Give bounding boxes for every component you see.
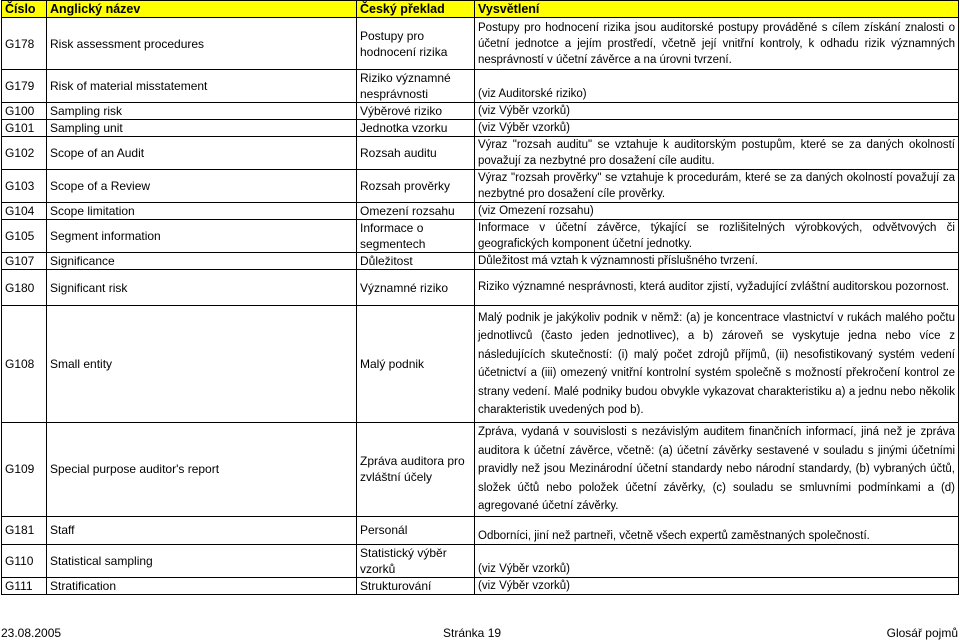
table-row xyxy=(2,220,959,253)
term-english: Statistical sampling xyxy=(47,544,357,577)
term-english: Risk of material misstatement xyxy=(47,70,357,103)
term-czech: Jednotka vzorku xyxy=(357,120,475,137)
term-explanation: Důležitost má vztah k významnosti příslušného tvrzení. xyxy=(475,253,959,270)
table-row xyxy=(2,203,959,220)
term-english: Significant risk xyxy=(47,270,357,306)
term-number: G103 xyxy=(2,170,47,203)
table-row xyxy=(2,423,959,517)
term-czech: Výběrové riziko xyxy=(357,103,475,120)
term-explanation: (viz Omezení rozsahu) xyxy=(475,203,959,220)
term-english: Staff xyxy=(47,516,357,544)
term-explanation: Riziko významné nesprávnosti, která auditor zjistí, vyžadující zvláštní auditorskou pozornost. xyxy=(475,270,959,306)
table-row xyxy=(2,103,959,120)
term-czech: Malý podnik xyxy=(357,306,475,423)
term-czech: Rozsah auditu xyxy=(357,137,475,170)
term-explanation: Výraz "rozsah prověrky" se vztahuje k procedurám, které se za daných okolností považují za nezbytné pro dosažení cíle prověrky. xyxy=(475,170,959,203)
table-row xyxy=(2,70,959,103)
term-number: G179 xyxy=(2,70,47,103)
table-row xyxy=(2,137,959,170)
term-czech: Důležitost xyxy=(357,253,475,270)
term-number: G104 xyxy=(2,203,47,220)
table-row xyxy=(2,516,959,544)
term-explanation: Odborníci, jiní než partneři, včetně všech expertů zaměstnaných společností. xyxy=(475,516,959,544)
glossary-table xyxy=(1,0,959,595)
term-czech: Omezení rozsahu xyxy=(357,203,475,220)
term-number: G105 xyxy=(2,220,47,253)
header-explanation: Vysvětlení xyxy=(475,1,959,18)
term-number: G111 xyxy=(2,577,47,594)
footer-page-number: Stránka 19 xyxy=(443,626,502,640)
term-number: G110 xyxy=(2,544,47,577)
term-explanation: Výraz "rozsah auditu" se vztahuje k auditorským postupům, které se za daných okolností považují za nezbytné pro dosažení cíle auditu. xyxy=(475,137,959,170)
term-explanation: Informace v účetní závěrce, týkající se rozlišitelných výrobkových, odvětvových či geografických komponent účetní jednotky. xyxy=(475,220,959,253)
term-czech: Personál xyxy=(357,516,475,544)
table-header-row xyxy=(2,1,959,18)
term-number: G181 xyxy=(2,516,47,544)
table-row xyxy=(2,577,959,594)
term-number: G100 xyxy=(2,103,47,120)
header-czech: Český překlad xyxy=(357,1,475,18)
term-english: Stratification xyxy=(47,577,357,594)
term-explanation: (viz Výběr vzorků) xyxy=(475,120,959,137)
table-row xyxy=(2,253,959,270)
term-english: Scope of a Review xyxy=(47,170,357,203)
term-english: Sampling unit xyxy=(47,120,357,137)
term-explanation: Zpráva, vydaná v souvislosti s nezávislým auditem finančních informací, jiná než je zpráva auditora k účetní závěrce, včetně: (a) účetní závěrky sestavené v souladu s jinými účetními pravidly než jsou Mezinárodní účetní standardy nebo národní standardy, (b) vybraných účtů, složek účtů nebo položek účetní závěrky, (c) souladu se smluvními podmínkami a (d) agregované účetní závěrky. xyxy=(475,423,959,517)
term-czech: Informace o segmentech xyxy=(357,220,475,253)
term-number: G101 xyxy=(2,120,47,137)
term-english: Sampling risk xyxy=(47,103,357,120)
term-number: G178 xyxy=(2,18,47,70)
table-row xyxy=(2,544,959,577)
term-czech: Postupy pro hodnocení rizika xyxy=(357,18,475,70)
term-english: Scope of an Audit xyxy=(47,137,357,170)
term-czech: Zpráva auditora pro zvláštní účely xyxy=(357,423,475,517)
term-number: G107 xyxy=(2,253,47,270)
term-explanation: Malý podnik je jakýkoliv podnik v němž: (a) je koncentrace vlastnictví v rukách malého počtu jednotlivců (často jeden jednotlivec), a b) zároveň se vyskytuje jedna nebo více z následujících skutečností: (i) malý počet zdrojů příjmů, (ii) nesofistikovaný systém vedení účetnictví a (iii) omezený vnitřní kontrolní systém společně s možností překročení kontrol ze strany vedení. Malé podniky budou obvykle vykazovat charakteristiku a) a jednu nebo několik charakteristik uvedených pod b). xyxy=(475,306,959,423)
term-english: Segment information xyxy=(47,220,357,253)
footer-date: 23.08.2005 xyxy=(1,626,62,640)
term-explanation: (viz Výběr vzorků) xyxy=(475,544,959,577)
term-english: Small entity xyxy=(47,306,357,423)
term-explanation: (viz Výběr vzorků) xyxy=(475,103,959,120)
table-row xyxy=(2,270,959,306)
term-number: G180 xyxy=(2,270,47,306)
term-czech: Riziko významné nesprávnosti xyxy=(357,70,475,103)
term-number: G102 xyxy=(2,137,47,170)
term-english: Significance xyxy=(47,253,357,270)
header-number: Číslo xyxy=(2,1,47,18)
term-explanation: (viz Auditorské riziko) xyxy=(475,70,959,103)
header-english: Anglický název xyxy=(47,1,357,18)
term-number: G109 xyxy=(2,423,47,517)
table-row xyxy=(2,306,959,423)
term-english: Special purpose auditor's report xyxy=(47,423,357,517)
table-row xyxy=(2,18,959,70)
footer-document-title: Glosář pojmů xyxy=(886,626,958,640)
term-explanation: (viz Výběr vzorků) xyxy=(475,577,959,594)
page-footer xyxy=(0,626,960,643)
term-english: Scope limitation xyxy=(47,203,357,220)
term-number: G108 xyxy=(2,306,47,423)
term-czech: Významné riziko xyxy=(357,270,475,306)
table-row xyxy=(2,170,959,203)
term-explanation: Postupy pro hodnocení rizika jsou auditorské postupy prováděné s cílem získání znalosti o účetní jednotce a jejím prostředí, včetně její vnitřní kontroly, k odhadu rizik významných nesprávností v účetní závěrce a na úrovni tvrzení. xyxy=(475,18,959,70)
term-czech: Statistický výběr vzorků xyxy=(357,544,475,577)
table-row xyxy=(2,120,959,137)
term-czech: Strukturování xyxy=(357,577,475,594)
term-english: Risk assessment procedures xyxy=(47,18,357,70)
term-czech: Rozsah prověrky xyxy=(357,170,475,203)
